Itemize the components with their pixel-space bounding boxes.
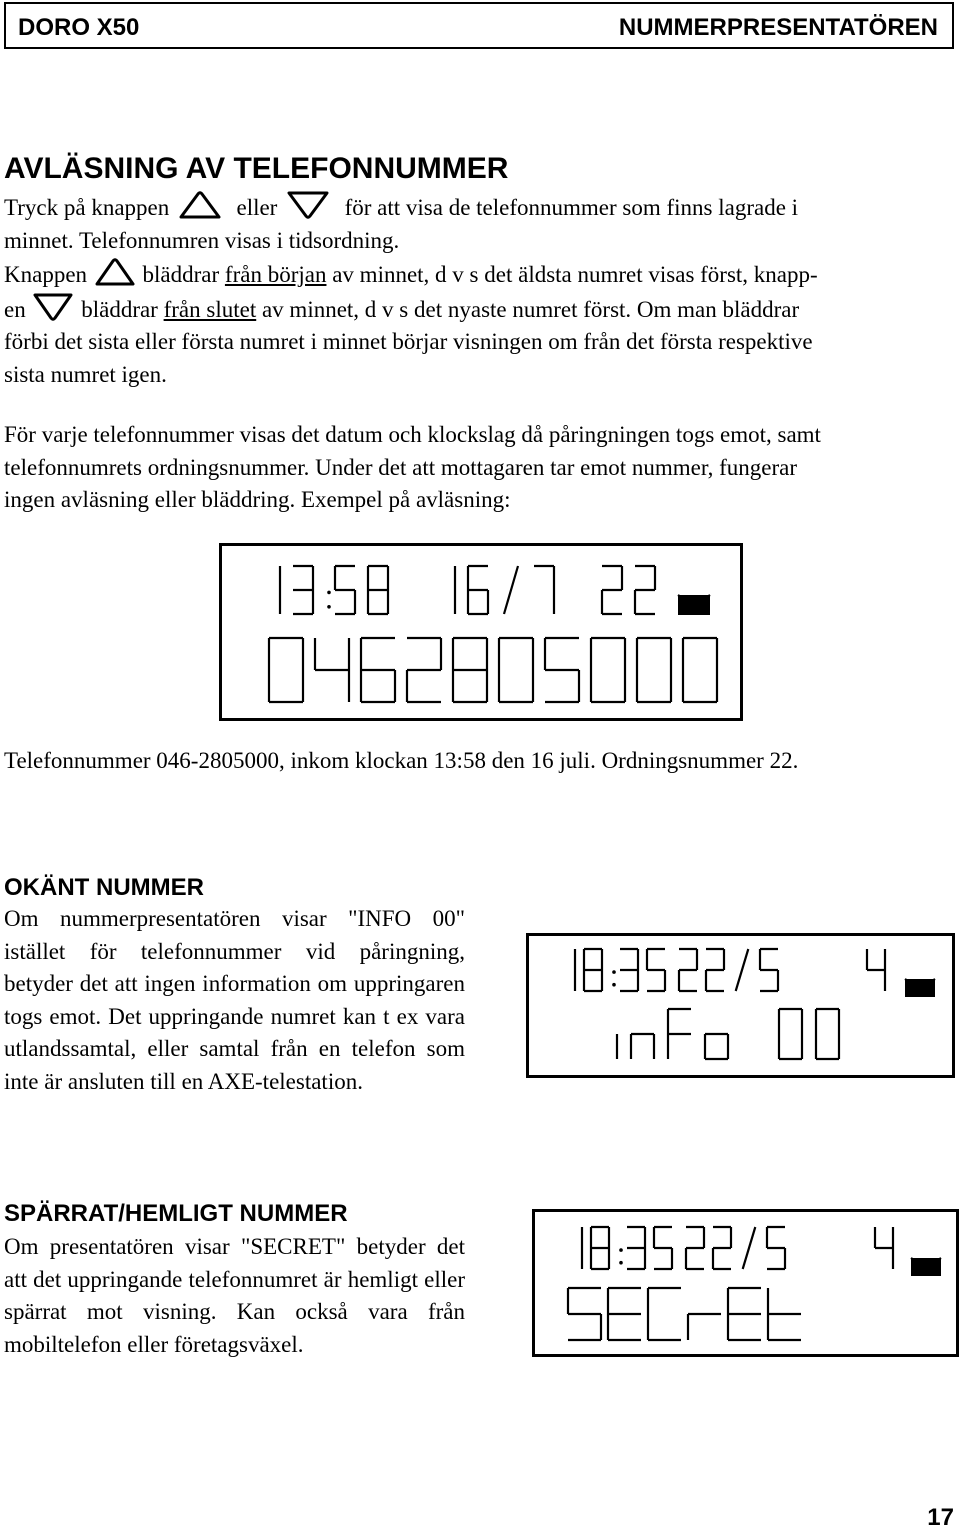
lcd-segments [222, 546, 740, 718]
envelope-icon [911, 1258, 941, 1276]
lcd-number-digit [631, 1034, 654, 1059]
reading-line: Tryck på knappen eller för att visa de telefonnummer som finns lagrade i [4, 190, 956, 225]
reading-line: minnet. Telefonnumren visas i tidsordning. [4, 227, 400, 253]
reading-line: förbi det sista eller första numret i minnet börjar visningen om från det första respektive [4, 329, 813, 354]
lcd-time-digit [627, 1227, 645, 1269]
lcd-number-digit [768, 1288, 801, 1340]
lcd-time-colon [619, 1248, 623, 1264]
lcd-date-digit [534, 566, 554, 614]
lcd-date-digit [679, 949, 697, 991]
lcd-number-digit [728, 1288, 761, 1340]
lcd-number-digit [453, 638, 487, 702]
lcd-sequence-digit [635, 566, 655, 614]
lcd-number-digit [591, 638, 625, 702]
lcd-display-info [526, 933, 955, 1078]
page-header [4, 2, 954, 49]
section-title-reading: AVLÄSNING AV TELEFONNUMMER [4, 152, 509, 185]
lcd-time-colon [327, 591, 331, 609]
lcd-number-digit [668, 1009, 691, 1059]
section-title-secret: SPÄRRAT/HEMLIGT NUMMER [4, 1200, 348, 1227]
lcd-number-digit [608, 1288, 641, 1340]
lcd-date-digit [686, 1227, 704, 1269]
envelope-icon [905, 979, 935, 997]
lcd-display-example [219, 543, 743, 721]
lcd-number-digit [779, 1009, 802, 1059]
secret-paragraph: Om presentatören visar "SECRET" betyder det att det uppringande telefonnumret är hemligt eller spärrat mot visning. Kan också vara från mobiltelefon eller företagsväxel. [4, 1234, 465, 1357]
lcd-time-colon [612, 970, 616, 986]
reading-line: sista numret igen. [4, 361, 167, 387]
reading-line: ingen avläsning eller bläddring. Exempel på avläsning: [4, 487, 511, 512]
lcd-segments [529, 936, 952, 1075]
header-model: DORO X50 [18, 14, 140, 41]
lcd-date-digit [706, 949, 724, 991]
lcd-number-digit [705, 1034, 728, 1059]
unknown-paragraph: Om nummerpresentatören visar "INFO 00" istället för telefonnummer vid påringning, betyder det att ingen information om uppringaren togs emot. Det uppringande numret kan t ex vara utlandssamtal, eller samtal från en telefon som inte är ansluten till en AXE-telestation. [4, 906, 465, 1094]
lcd-date-slash [504, 566, 518, 614]
reading-paragraph-2 [4, 419, 956, 517]
lcd-date-slash [736, 949, 749, 991]
lcd-date-digit [468, 566, 488, 614]
lcd-time-digit [335, 566, 355, 614]
lcd-date-slash [743, 1227, 756, 1269]
lcd-time-digit [647, 949, 665, 991]
lcd-number-digit [637, 638, 671, 702]
up-button-icon [93, 257, 137, 287]
lcd-sequence-digit [875, 1227, 893, 1269]
lcd-number-digit [361, 638, 395, 702]
lcd-time-digit [620, 949, 638, 991]
lcd-number-digit [315, 638, 349, 702]
lcd-segments [535, 1212, 956, 1354]
lcd-number-digit [688, 1314, 721, 1340]
down-button-icon [31, 292, 75, 322]
reading-line: För varje telefonnummer visas det datum och klockslag då påringningen togs emot, samt [4, 422, 821, 447]
reading-line: Knappen bläddrar från början av minnet, d v s det äldsta numret visas först, knapp- [4, 257, 956, 292]
lcd-sequence-digit [867, 949, 885, 991]
envelope-icon [678, 595, 710, 615]
lcd-number-digit [499, 638, 533, 702]
lcd-number-digit [545, 638, 579, 702]
lcd-display-secret [532, 1209, 959, 1357]
lcd-date-digit [760, 949, 778, 991]
lcd-date-digit [767, 1227, 785, 1269]
lcd-sequence-digit [602, 566, 622, 614]
up-button-icon [175, 190, 225, 220]
header-section: NUMMERPRESENTATÖREN [618, 14, 938, 41]
lcd-time-digit [591, 1227, 609, 1269]
lcd-number-digit [269, 638, 303, 702]
example-caption: Telefonnummer 046-2805000, inkom klockan 13:58 den 16 juli. Ordningsnummer 22. [4, 748, 799, 773]
lcd-time-digit [584, 949, 602, 991]
lcd-time-digit [368, 566, 388, 614]
down-button-icon [283, 190, 333, 220]
reading-line: en bläddrar från slutet av minnet, d v s det nyaste numret först. Om man bläddrar [4, 292, 956, 327]
page-number: 17 [927, 1504, 954, 1531]
lcd-time-digit [654, 1227, 672, 1269]
lcd-number-digit [816, 1009, 839, 1059]
lcd-date-digit [713, 1227, 731, 1269]
lcd-number-digit [648, 1288, 681, 1340]
lcd-number-digit [407, 638, 441, 702]
reading-paragraph [4, 190, 956, 391]
lcd-number-digit [683, 638, 717, 702]
reading-line: telefonnumrets ordningsnummer. Under det att mottagaren tar emot nummer, fungerar [4, 454, 797, 480]
lcd-time-digit [293, 566, 313, 614]
section-title-unknown: OKÄNT NUMMER [4, 874, 204, 901]
lcd-number-digit [568, 1288, 601, 1340]
